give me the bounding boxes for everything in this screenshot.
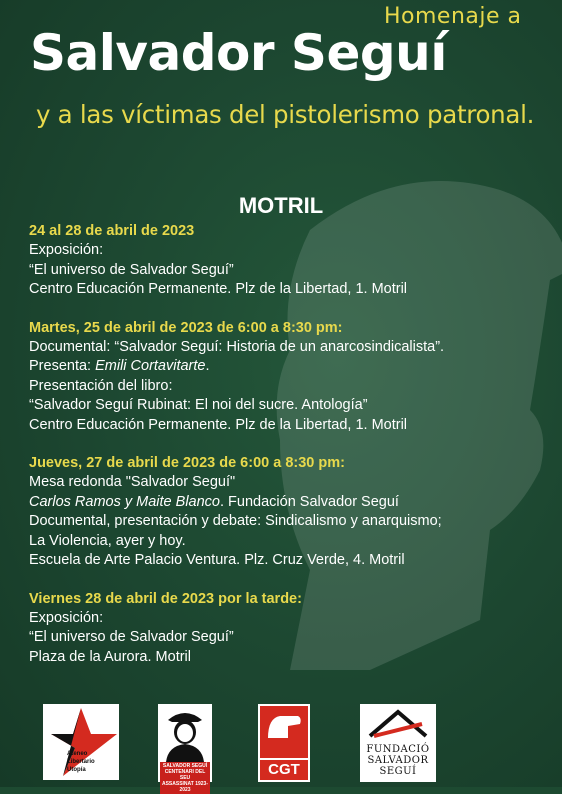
event-line: Documental: “Salvador Seguí: Historia de un anarcosindicalista”.: [29, 338, 445, 355]
city-heading: MOTRIL: [238, 193, 324, 218]
fundacio-line: SALVADOR: [367, 755, 429, 766]
organization: . Fundación Salvador Seguí: [220, 493, 399, 510]
segui-caption: SALVADOR SEGUÍ: [162, 763, 208, 769]
event-date: Jueves, 27 de abril de 2023 de 6:00 a 8:30 pm:: [29, 455, 345, 471]
centenari-segui-logo: [158, 704, 212, 793]
header: [0, 0, 562, 150]
event-3: [29, 454, 554, 571]
segui-caption: CENTENARI DEL SEU: [164, 769, 206, 781]
fundacio-line: FUNDACIÓ: [366, 744, 430, 755]
fundacio-line: SEGUÍ: [379, 766, 417, 777]
event-line: “Salvador Seguí Rubinat: El noi del sucre. Antología”: [29, 397, 368, 413]
event-line: Exposición:: [29, 242, 104, 258]
event-4: [29, 590, 554, 668]
ateneo-libertario-logo: [43, 704, 119, 780]
event-line: “El universo de Salvador Seguí”: [29, 629, 234, 645]
event-line: Documental, presentación y debate: Sindicalismo y anarquismo;: [29, 513, 442, 529]
presenter-label: Presenta:: [29, 358, 96, 374]
event-line: [29, 357, 554, 377]
event-line: [29, 493, 554, 513]
event-2: [29, 319, 554, 436]
cgt-label: CGT: [260, 760, 308, 780]
ateneo-line: Libertario: [67, 759, 95, 765]
event-line: Centro Educación Permanente. Plz de la Libertad, 1. Motril: [29, 416, 408, 433]
cgt-logo: [258, 704, 310, 782]
event-date: Viernes 28 de abril de 2023 por la tarde:: [29, 590, 302, 607]
event-line: Escuela de Arte Palacio Ventura. Plz. Cruz Verde, 4. Motril: [29, 552, 405, 568]
event-date: Martes, 25 de abril de 2023 de 6:00 a 8:30 pm:: [29, 319, 343, 336]
event-line: Exposición:: [29, 609, 104, 626]
event-line: Plaza de la Aurora. Motril: [29, 648, 191, 665]
event-line: La Violencia, ayer y hoy.: [29, 532, 186, 549]
event-line: Presentación del libro:: [29, 377, 173, 394]
event-date: 24 al 28 de abril de 2023: [29, 223, 195, 239]
event-line: “El universo de Salvador Seguí”: [29, 261, 234, 278]
portrait-icon: [158, 704, 212, 762]
punctuation: .: [205, 358, 210, 374]
segui-caption: ASSASSINAT 1923-2023: [161, 781, 209, 793]
event-line: Centro Educación Permanente. Plz de la Libertad, 1. Motril: [29, 281, 408, 297]
honoree-name: Salvador Seguí: [30, 24, 447, 82]
presenter-name: Emili Cortavitarte: [95, 358, 206, 374]
event-list: [29, 222, 554, 686]
fundacio-salvador-segui-logo: [360, 704, 436, 782]
fundacio-emblem-icon: [360, 704, 436, 740]
fist-icon: [258, 704, 310, 760]
event-1: [29, 222, 554, 300]
subtitle: y a las víctimas del pistolerismo patronal.: [36, 100, 535, 129]
speakers-names: Carlos Ramos y Maite Blanco: [29, 493, 220, 510]
ateneo-line: Utopía: [67, 767, 86, 773]
ateneo-line: Ateneo: [67, 751, 88, 757]
sponsor-logos: [0, 700, 562, 793]
event-line: Mesa redonda "Salvador Seguí": [29, 474, 236, 490]
homenaje-label: Homenaje a: [384, 4, 522, 29]
